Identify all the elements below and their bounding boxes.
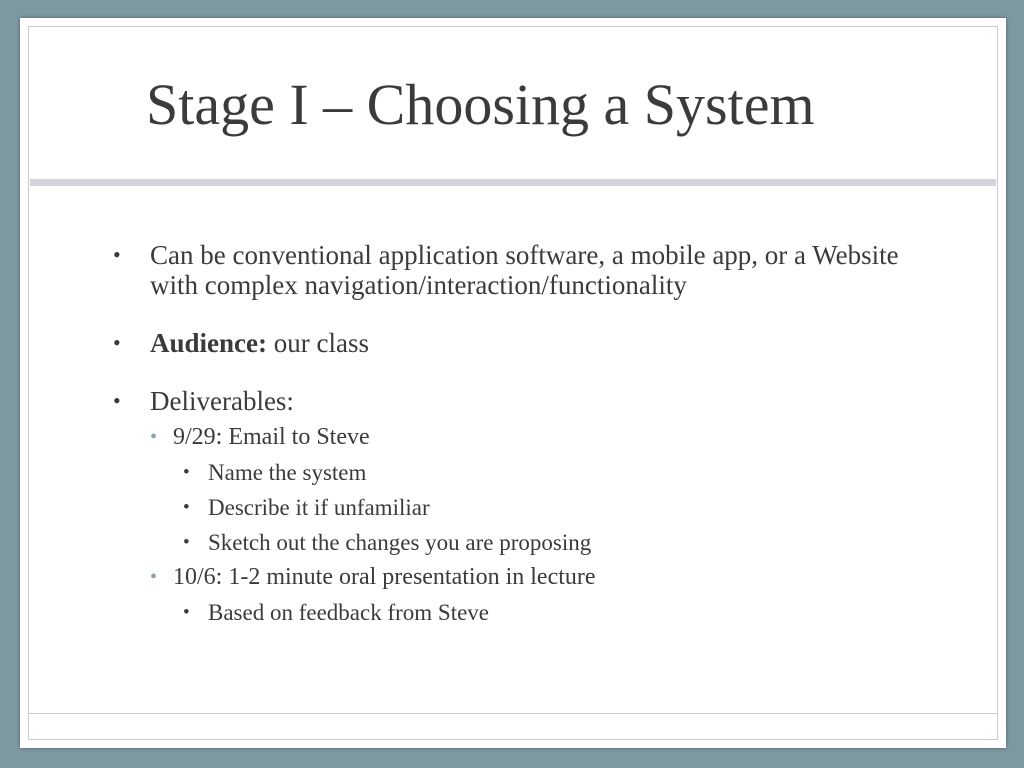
- bullet-icon: •: [183, 497, 190, 518]
- detail-text: Based on feedback from Steve: [208, 600, 490, 625]
- title-area: [20, 18, 1006, 181]
- bullet-icon: •: [113, 388, 121, 413]
- detail-text: Sketch out the changes you are proposing: [208, 530, 592, 555]
- detail-item: [179, 595, 926, 630]
- sub-bullet-icon: •: [150, 566, 158, 588]
- bullet-icon: •: [113, 242, 121, 267]
- deliverable-item-presentation: [150, 560, 926, 630]
- detail-item: [179, 525, 926, 560]
- email-details-list: [179, 455, 926, 560]
- bullet-icon: •: [113, 330, 121, 355]
- detail-item: [179, 455, 926, 490]
- bullet-item-software: [106, 240, 926, 300]
- audience-label: Audience:: [150, 328, 267, 358]
- bullet-list: [106, 240, 926, 630]
- deliverable-text: 9/29: Email to Steve: [173, 424, 370, 450]
- detail-text: Name the system: [208, 460, 367, 485]
- bullet-item-deliverables: [106, 386, 926, 630]
- deliverables-list: [150, 420, 926, 630]
- deliverable-item-email: [150, 420, 926, 560]
- audience-text: our class: [267, 328, 369, 358]
- footer-divider: [29, 713, 997, 714]
- bullet-icon: •: [183, 532, 190, 553]
- presentation-details-list: [179, 595, 926, 630]
- deliverable-text: 10/6: 1-2 minute oral presentation in lecture: [173, 564, 596, 590]
- detail-item: [179, 490, 926, 525]
- bullet-icon: •: [183, 462, 190, 483]
- slide: [20, 18, 1006, 748]
- bullet-text: Deliverables:: [150, 386, 294, 416]
- sub-bullet-icon: •: [150, 426, 158, 448]
- bullet-icon: •: [183, 602, 190, 623]
- slide-title: Stage I – Choosing a System: [146, 72, 815, 137]
- slide-content: [106, 240, 926, 658]
- title-divider: [30, 179, 996, 186]
- bullet-text: Can be conventional application software, a mobile app, or a Website with complex navigation/interaction/functionality: [150, 240, 899, 300]
- detail-text: Describe it if unfamiliar: [208, 495, 430, 520]
- bullet-item-audience: [106, 328, 926, 358]
